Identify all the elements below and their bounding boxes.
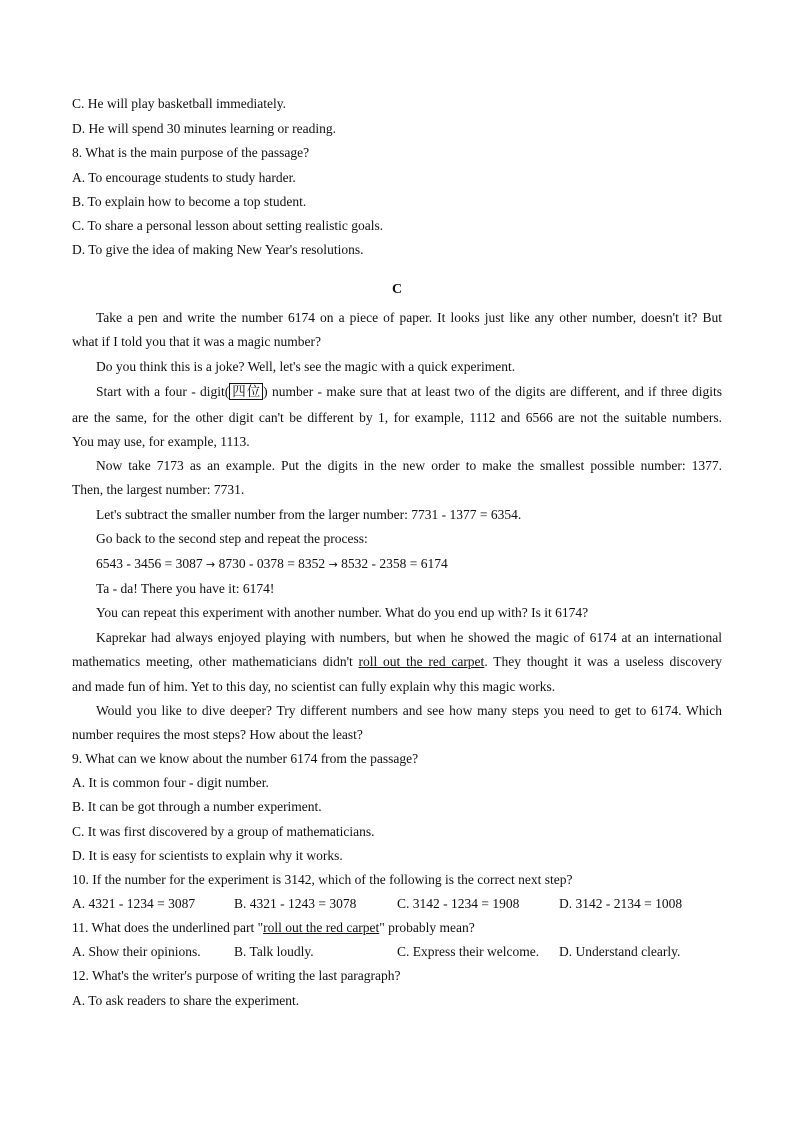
arrow-icon: → [328, 558, 338, 571]
boxed-gloss: 四位 [231, 384, 262, 399]
step-2: 8730 - 0378 = 8352 [218, 556, 326, 571]
passage-p1-line1: Take a pen and write the number 6174 on a piece of paper. It looks just like any other number, doesn't it? But [96, 310, 722, 325]
passage-p10-line1: Kaprekar had always enjoyed playing with numbers, but when he showed the magic of 6174 at an international [96, 630, 722, 645]
q11-underlined-phrase: roll out the red carpet [263, 920, 380, 935]
q8-option-d: D. To give the idea of making New Year's resolutions. [72, 242, 364, 257]
q8-question: 8. What is the main purpose of the passage? [72, 145, 310, 160]
q7-option-c: C. He will play basketball immediately. [72, 96, 286, 111]
q8-option-b: B. To explain how to become a top student. [72, 194, 307, 209]
q10-question: 10. If the number for the experiment is 3142, which of the following is the correct next step? [72, 872, 573, 887]
passage-p1-line2: what if I told you that it was a magic number? [72, 334, 321, 349]
passage-p2: Do you think this is a joke? Well, let's see the magic with a quick experiment. [96, 359, 516, 374]
q7-option-d: D. He will spend 30 minutes learning or reading. [72, 121, 336, 136]
q11-option-b: B. Talk loudly. [234, 944, 314, 959]
q10-option-a: A. 4321 - 1234 = 3087 [72, 896, 196, 911]
q11-text-b: " probably mean? [379, 920, 475, 935]
q12-option-a: A. To ask readers to share the experiment. [72, 993, 300, 1008]
q10-option-b: B. 4321 - 1243 = 3078 [234, 896, 357, 911]
p3-text-a: Start with a four - digit( [96, 384, 230, 399]
passage-p10-line3: and made fun of him. Yet to this day, no scientist can fully explain why this magic works. [72, 679, 556, 694]
step-1: 6543 - 3456 = 3087 [96, 556, 203, 571]
passage-p7 [96, 555, 448, 573]
passage-p3-line2: are the same, for the other digit can't be different by 1, for example, 1112 and 6566 are not the suitable numbers. [72, 410, 722, 425]
passage-p11-line2: number requires the most steps? How about the least? [72, 727, 363, 742]
q11-text-a: 11. What does the underlined part " [72, 920, 264, 935]
q11-option-a: A. Show their opinions. [72, 944, 201, 959]
arrow-icon: → [205, 558, 216, 571]
q9-option-d: D. It is easy for scientists to explain why it works. [72, 848, 343, 863]
step-3: 8532 - 2358 = 6174 [341, 556, 448, 571]
passage-p9: You can repeat this experiment with another number. What do you end up with? Is it 6174? [96, 605, 589, 620]
passage-p4-line2: Then, the largest number: 7731. [72, 482, 245, 497]
section-heading: C [391, 282, 403, 297]
q10-option-c: C. 3142 - 1234 = 1908 [397, 896, 520, 911]
passage-p8: Ta - da! There you have it: 6174! [96, 581, 275, 596]
q11-question [72, 919, 475, 936]
q9-option-a: A. It is common four - digit number. [72, 775, 269, 790]
q9-question: 9. What can we know about the number 6174 from the passage? [72, 751, 419, 766]
passage-p3-line3: You may use, for example, 1113. [72, 434, 250, 449]
q9-option-c: C. It was first discovered by a group of mathematicians. [72, 824, 375, 839]
q12-question: 12. What's the writer's purpose of writing the last paragraph? [72, 968, 401, 983]
passage-p5: Let's subtract the smaller number from the larger number: 7731 - 1377 = 6354. [96, 507, 522, 522]
q8-option-c: C. To share a personal lesson about setting realistic goals. [72, 218, 384, 233]
q8-option-a: A. To encourage students to study harder. [72, 170, 296, 185]
p10-text-b: . They thought it was a useless discovery [484, 654, 722, 669]
passage-p3-line1 [96, 383, 722, 400]
p3-text-b: ) number - make sure that at least two of the digits are different, and if three digits [263, 384, 722, 399]
passage-p10-line2 [72, 653, 722, 670]
q11-option-c: C. Express their welcome. [397, 944, 540, 959]
passage-p4-line1: Now take 7173 as an example. Put the digits in the new order to make the smallest possible number: 1377. [96, 458, 722, 473]
p10-text-a: mathematics meeting, other mathematicians didn't [72, 654, 359, 669]
q9-option-b: B. It can be got through a number experiment. [72, 799, 322, 814]
passage-p6: Go back to the second step and repeat the process: [96, 531, 368, 546]
q10-option-d: D. 3142 - 2134 = 1008 [559, 896, 683, 911]
passage-p11-line1: Would you like to dive deeper? Try different numbers and see how many steps you need to get to 6174. Which [96, 703, 722, 718]
underlined-phrase: roll out the red carpet [358, 654, 485, 669]
q11-option-d: D. Understand clearly. [559, 944, 681, 959]
